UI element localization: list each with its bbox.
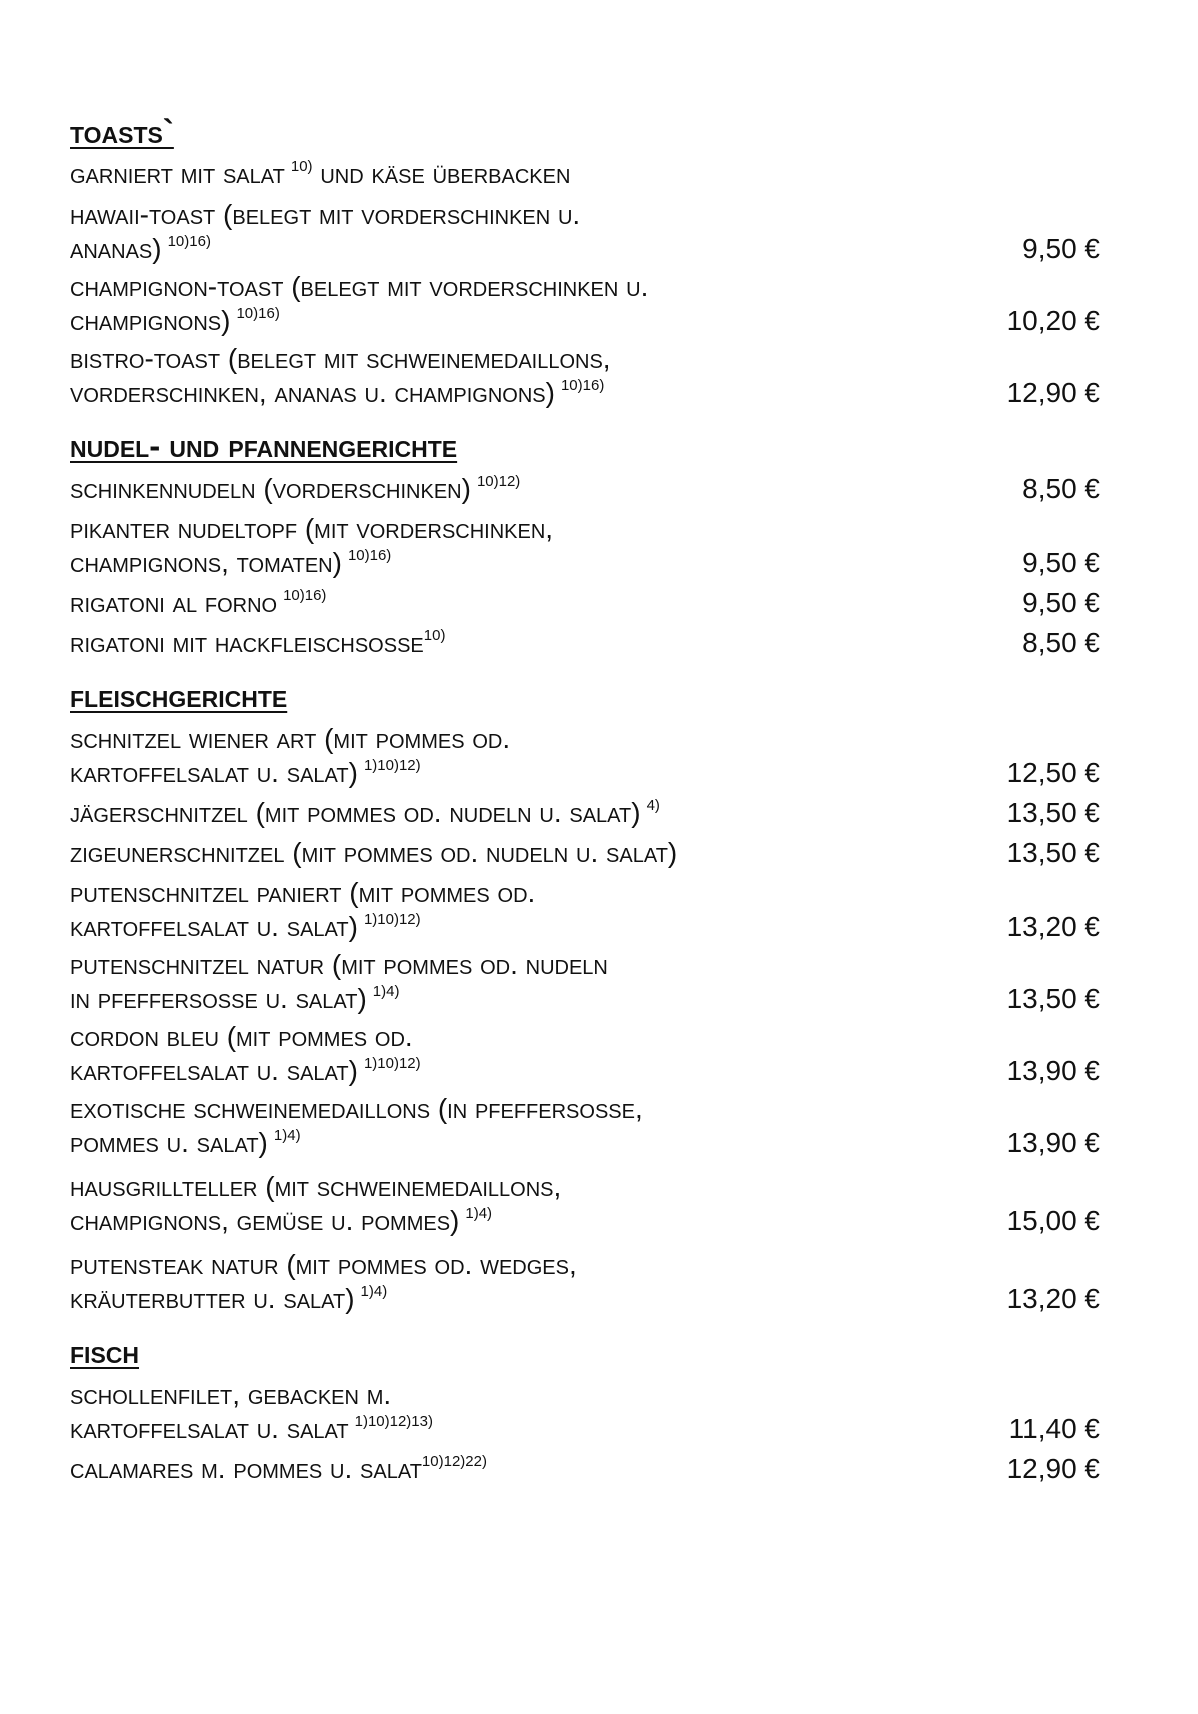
item-name-line2: champignons, tomaten) xyxy=(70,547,342,578)
menu-item-zigeunerschnitzel xyxy=(70,836,1100,870)
item-name-line1: putensteak natur (mit pommes od. wedges, xyxy=(70,1249,577,1280)
item-price: 8,50 € xyxy=(1022,627,1100,658)
section-title: fleischgerichte xyxy=(70,677,288,714)
section-fisch xyxy=(70,1332,1100,1486)
menu-item-jaegerschnitzel xyxy=(70,796,1100,830)
item-name-line2: kartoffelsalat u. salat) xyxy=(70,757,358,788)
item-name-line2: kartoffelsalat u. salat) xyxy=(70,911,358,942)
allergen-note: 10)12)22) xyxy=(421,1453,487,1470)
item-price: 12,90 € xyxy=(1006,377,1100,408)
item-price: 15,00 € xyxy=(1006,1205,1100,1236)
allergen-note: 10)16) xyxy=(560,377,605,394)
item-name-line1: hawaii-toast (belegt mit vorderschinken u. xyxy=(70,199,581,230)
item-name-line2: ananas) xyxy=(70,233,162,264)
item-name-line2: champignons) xyxy=(70,305,231,336)
menu-item-calamares xyxy=(70,1452,1100,1486)
allergen-note: 1)4) xyxy=(465,1205,493,1222)
menu-item-putensteak-natur xyxy=(70,1248,1100,1316)
menu-item-hausgrillteller xyxy=(70,1170,1100,1238)
item-name-line1: champignon-toast (belegt mit vorderschinken u. xyxy=(70,271,649,302)
item-price: 13,50 € xyxy=(1006,797,1100,828)
menu-item-schnitzel-wiener-art xyxy=(70,722,1100,790)
allergen-note: 10)16) xyxy=(347,547,392,564)
item-name-line2: pommes u. salat) xyxy=(70,1127,268,1158)
allergen-note: 10)12) xyxy=(476,473,521,490)
item-name-line1: pikanter nudeltopf (mit vorderschinken, xyxy=(70,513,554,544)
allergen-note: 1)10)12) xyxy=(363,757,421,774)
item-price: 8,50 € xyxy=(1022,473,1100,504)
item-price: 13,50 € xyxy=(1006,983,1100,1014)
item-name-line1: exotische schweinemedaillons (in pfeffersosse, xyxy=(70,1093,643,1124)
menu-item-pikanter-nudeltopf xyxy=(70,512,1100,580)
section-title: toasts` xyxy=(70,113,174,150)
allergen-note: 10)16) xyxy=(236,305,280,322)
menu-item-schollenfilet xyxy=(70,1378,1100,1446)
menu-item-exotische-schweinemedaillons xyxy=(70,1092,1100,1160)
item-price: 9,50 € xyxy=(1022,587,1100,618)
item-price: 11,40 € xyxy=(1008,1413,1100,1444)
section-toasts xyxy=(70,112,1100,410)
menu-item-rigatoni-al-forno xyxy=(70,586,1100,620)
item-price: 13,90 € xyxy=(1006,1055,1100,1086)
menu-item-champignon-toast xyxy=(70,270,1100,338)
section-title: fisch xyxy=(70,1333,139,1370)
item-name: rigatoni al forno xyxy=(70,587,278,618)
item-name-line1: schollenfilet, gebacken m. xyxy=(70,1379,392,1410)
item-name-line1: schnitzel wiener art (mit pommes od. xyxy=(70,723,511,754)
menu-item-putenschnitzel-paniert xyxy=(70,876,1100,944)
menu-item-schinkennudeln xyxy=(70,472,1100,506)
item-price: 13,50 € xyxy=(1006,837,1100,868)
allergen-note: 1)10)12)13) xyxy=(354,1413,433,1430)
section-note xyxy=(70,156,1100,192)
allergen-note: 10)16) xyxy=(167,233,211,250)
item-name-line1: hausgrillteller (mit schweinemedaillons, xyxy=(70,1171,562,1202)
item-price: 13,20 € xyxy=(1006,911,1100,942)
item-name-line1: bistro-toast (belegt mit schweinemedaillons, xyxy=(70,343,611,374)
item-name-line2: vorderschinken, ananas u. champignons) xyxy=(70,377,555,408)
section-nudel-pfannengerichte xyxy=(70,426,1100,660)
menu-item-hawaii-toast xyxy=(70,198,1100,266)
item-name-line2: kartoffelsalat u. salat xyxy=(70,1413,349,1444)
menu-page xyxy=(70,112,1100,1486)
item-name: jägerschnitzel (mit pommes od. nudeln u. salat) xyxy=(70,797,641,828)
item-price: 9,50 € xyxy=(1022,547,1100,578)
item-name-line1: putenschnitzel natur (mit pommes od. nudeln xyxy=(70,949,608,980)
menu-item-bistro-toast xyxy=(70,342,1100,410)
menu-item-rigatoni-hackfleischsosse xyxy=(70,626,1100,660)
item-name: schinkennudeln (vorderschinken) xyxy=(70,473,471,504)
allergen-note: 10)16) xyxy=(283,587,327,604)
note-text: garniert mit salat xyxy=(70,158,285,189)
allergen-note: 1)4) xyxy=(372,983,400,1000)
item-price: 12,90 € xyxy=(1006,1453,1100,1484)
allergen-note: 1)10)12) xyxy=(363,1055,421,1072)
menu-item-putenschnitzel-natur xyxy=(70,948,1100,1016)
allergen-note: 1)4) xyxy=(273,1127,301,1144)
menu-item-cordon-bleu xyxy=(70,1020,1100,1088)
item-name-line2: kräuterbutter u. salat) xyxy=(70,1283,355,1314)
allergen-note: 10) xyxy=(290,158,313,175)
item-price: 12,50 € xyxy=(1006,757,1100,788)
item-name: rigatoni mit hackfleischsosse xyxy=(70,627,424,658)
item-name-line1: cordon bleu (mit pommes od. xyxy=(70,1021,413,1052)
note-text-tail: und käse überbacken xyxy=(320,158,571,189)
allergen-note: 1)10)12) xyxy=(363,911,421,928)
allergen-note: 4) xyxy=(646,797,660,814)
item-price: 10,20 € xyxy=(1006,305,1100,336)
item-name: calamares m. pommes u. salat xyxy=(70,1453,422,1484)
item-price: 9,50 € xyxy=(1022,233,1100,264)
allergen-note: 10) xyxy=(423,627,446,644)
item-name-line2: champignons, gemüse u. pommes) xyxy=(70,1205,460,1236)
item-name-line2: kartoffelsalat u. salat) xyxy=(70,1055,358,1086)
item-price: 13,90 € xyxy=(1006,1127,1100,1158)
allergen-note: 1)4) xyxy=(360,1283,388,1300)
item-name-line1: putenschnitzel paniert (mit pommes od. xyxy=(70,877,536,908)
item-price: 13,20 € xyxy=(1006,1283,1100,1314)
section-fleischgerichte xyxy=(70,676,1100,1316)
section-title: nudel- und pfannengerichte xyxy=(70,427,458,464)
item-name-line2: in pfeffersosse u. salat) xyxy=(70,983,367,1014)
item-name: zigeunerschnitzel (mit pommes od. nudeln u. salat) xyxy=(70,837,678,868)
